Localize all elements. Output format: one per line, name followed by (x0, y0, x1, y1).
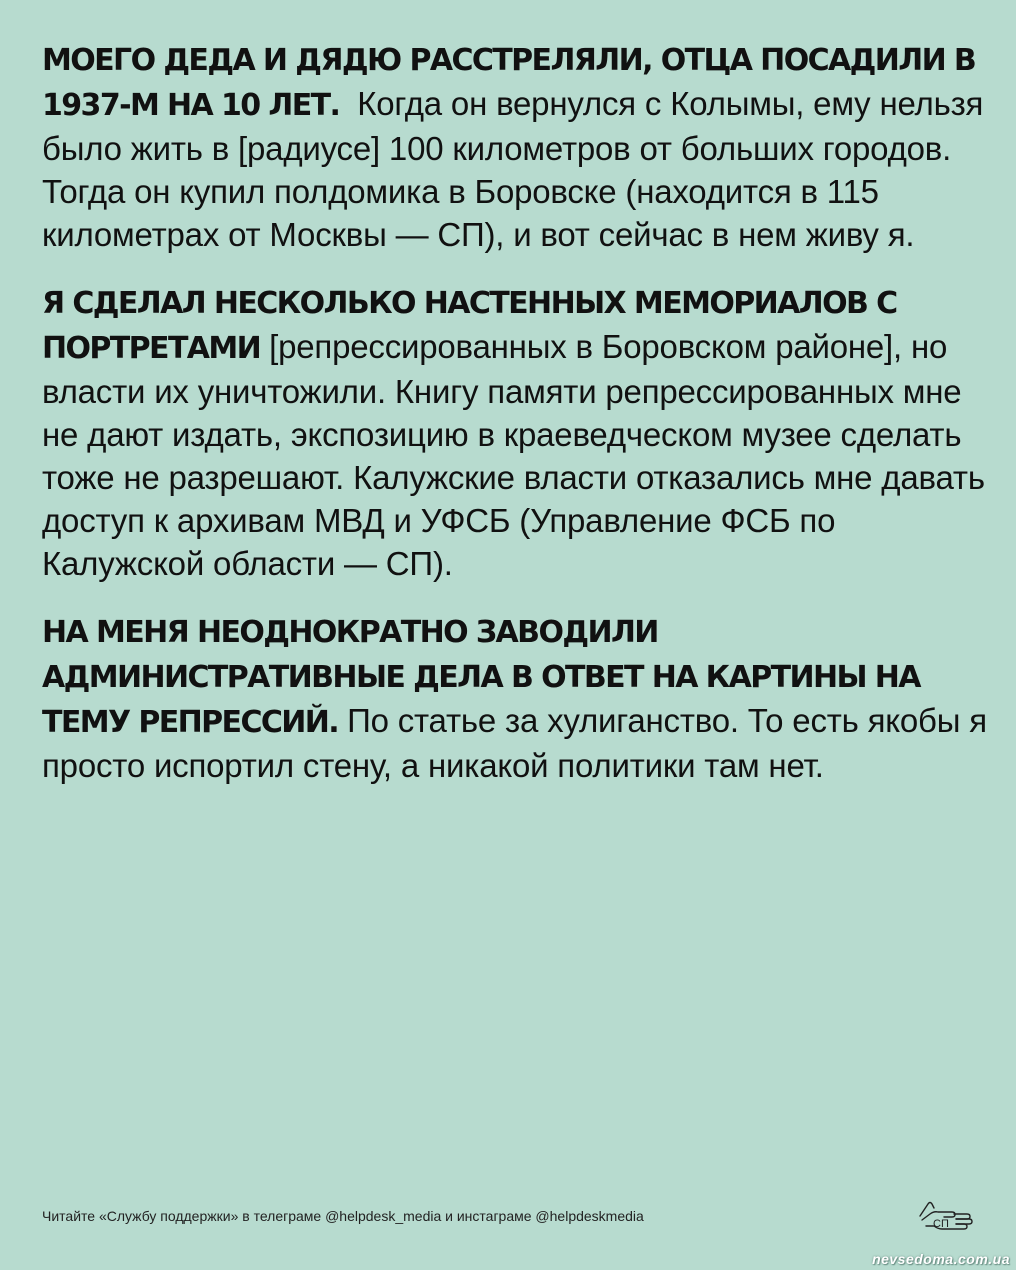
paragraph-2-lead: Я СДЕЛАЛ НЕСКОЛЬКО НАСТЕННЫХ МЕМОРИАЛОВ С ПОРТРЕТАМИ (42, 286, 897, 366)
paragraph-2-body: [репрессированных в Боровском районе], но власти их уничтожили. Книгу памяти репрессированных мне не дают издать, экспозицию в краеведческом музее сделать тоже не разрешают. Калужские власти отказались мне давать доступ к архивам МВД и УФСБ (Управление ФСБ по Калужской области — СП). (42, 328, 985, 582)
paragraph-3 (42, 609, 997, 787)
paragraph-1-lead: МОЕГО ДЕДА И ДЯДЮ РАССТРЕЛЯЛИ, ОТЦА ПОСАДИЛИ В 1937-М НА 10 ЛЕТ. (42, 43, 976, 123)
paragraph-3-body: По статье за хулиганство. То есть якобы я просто испортил стену, а никакой политики там нет. (42, 702, 987, 784)
paragraph-1 (42, 37, 997, 256)
article-body (42, 37, 997, 811)
sp-hand-logo-icon (916, 1196, 978, 1236)
watermark: nevsedoma.com.ua (872, 1251, 1010, 1267)
paragraph-3-lead: НА МЕНЯ НЕОДНОКРАТНО ЗАВОДИЛИ АДМИНИСТРАТИВНЫЕ ДЕЛА В ОТВЕТ НА КАРТИНЫ НА ТЕМУ РЕПРЕССИЙ. (42, 615, 920, 740)
logo-text: СП (933, 1218, 949, 1230)
footer-text: Читайте «Службу поддержки» в телеграме @helpdesk_media и инстаграме @helpdeskmedia (42, 1208, 644, 1224)
paragraph-2 (42, 280, 997, 585)
paragraph-1-body: Когда он вернулся с Колымы, ему нельзя было жить в [радиусе] 100 километров от больших городов. Тогда он купил полдомика в Боровске (находится в 115 километрах от Москвы — СП), и вот сейчас в нем живу я. (42, 85, 984, 253)
